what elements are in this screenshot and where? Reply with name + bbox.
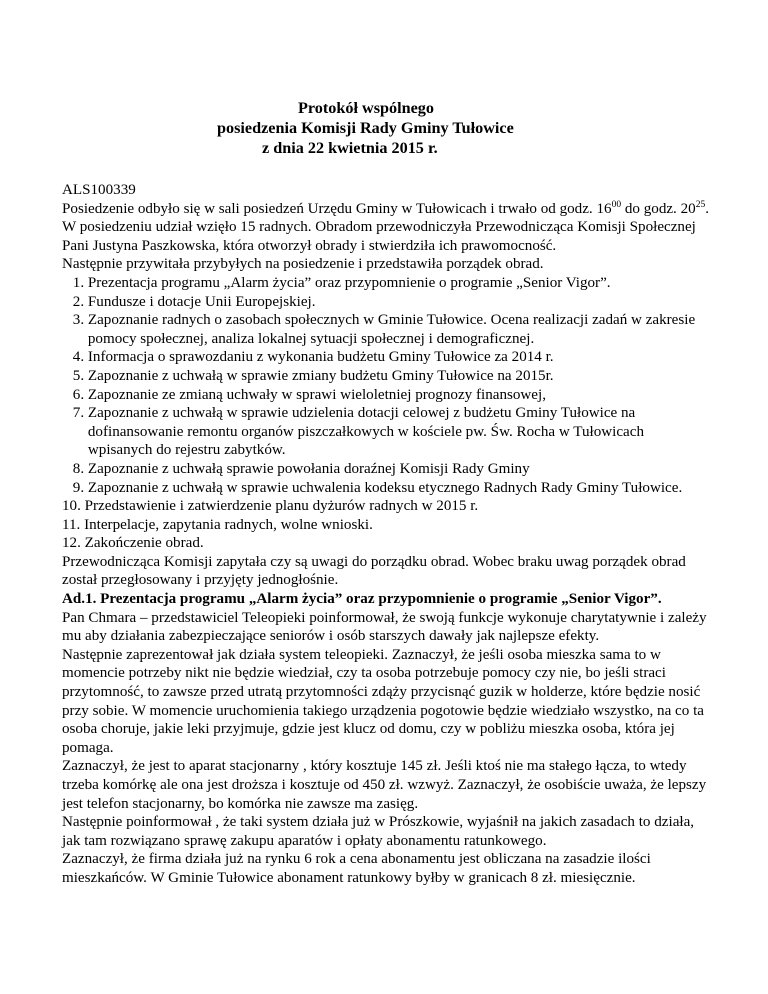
intro-text-1: Posiedzenie odbyło się w sali posiedzeń Urzędu Gminy w Tułowicach i trwało od godz. 16 — [62, 200, 612, 217]
agenda-item — [62, 348, 710, 367]
agenda-item-number: 8. — [69, 460, 88, 477]
agenda-item — [62, 516, 710, 535]
agenda-item — [62, 479, 710, 498]
agenda-item — [62, 497, 710, 516]
section-heading-ad1: Ad.1. Prezentacja programu „Alarm życia” oraz przypomnienie o programie „Senior Vigor”. — [62, 591, 662, 608]
agenda-item-number: 9. — [69, 479, 88, 496]
agenda-item-number: 4. — [69, 349, 88, 366]
agenda-item-number: 5. — [69, 367, 88, 384]
agenda-item-text: Zapoznanie radnych o zasobach społecznych w Gminie Tułowice. Ocena realizacji zadań w zakresie pomocy społecznej, analiza lokalnej sytuacji społecznej i demograficznej. — [87, 312, 696, 347]
agenda-list — [62, 274, 710, 553]
agenda-item-number: 12. — [62, 535, 85, 552]
agenda-item-text: Zapoznanie ze zmianą uchwały w sprawi wieloletniej prognozy finansowej, — [87, 386, 546, 403]
agenda-item-number: 7. — [69, 405, 88, 422]
body-paragraph: Następnie poinformował , że taki system działa już w Prószkowie, wyjaśnił na jakich zasadach to działa, jak tam rozwiązano sprawę zakupu aparatów i opłaty abonamentu ratunkowego. — [62, 814, 695, 849]
intro-paragraph — [62, 200, 710, 256]
agenda-item-text: Fundusze i dotacje Unii Europejskiej. — [87, 293, 316, 310]
agenda-item-text: Zapoznanie z uchwałą w sprawie zmiany budżetu Gminy Tułowice na 2015r. — [87, 367, 554, 384]
agenda-item-text: Prezentacja programu „Alarm życia” oraz przypomnienie o programie „Senior Vigor”. — [87, 274, 611, 291]
title-line-1: Protokół wspólnego — [298, 99, 434, 117]
agenda-item-text: Informacja o sprawozdaniu z wykonania budżetu Gminy Tułowice za 2014 r. — [87, 349, 554, 366]
end-time-minutes: 25 — [695, 199, 706, 210]
agenda-item-text: Interpelacje, zapytania radnych, wolne wnioski. — [84, 516, 373, 533]
agenda-item-text: Zakończenie obrad. — [84, 535, 204, 552]
agenda-item — [62, 460, 710, 479]
agenda-item-number: 3. — [69, 312, 88, 329]
agenda-approval-paragraph: Przewodnicząca Komisji zapytała czy są uwagi do porządku obrad. Wobec braku uwag porządek obrad został przegłosowany i przyjęty jednogłośnie. — [62, 553, 686, 589]
title-line-2: posiedzenia Komisji Rady Gminy Tułowice — [217, 119, 514, 137]
agenda-item-text: Przedstawienie i zatwierdzenie planu dyżurów radnych w 2015 r. — [84, 498, 479, 515]
body-paragraph: Pan Chmara – przedstawiciel Teleopieki poinformował, że swoją funkcje wykonuje charytatywnie i zależy mu aby działania zabezpieczające seniorów i osób starszych dawały jak najlepsze efekty. — [62, 609, 707, 645]
document-id: ALS100339 — [62, 182, 136, 198]
body-paragraph: Zaznaczył, że firma działa już na rynku 6 rok a cena abonamentu jest obliczana na zasadzie ilości mieszkańców. W Gminie Tułowice abonament ratunkowy byłby w granicach 8 zł. miesięcznie. — [62, 851, 651, 886]
agenda-item-text: Zapoznanie z uchwałą sprawie powołania doraźnej Komisji Rady Gminy — [87, 460, 530, 477]
body-paragraph: Następnie zaprezentował jak działa system teleopieki. Zaznaczył, że jeśli osoba mieszka sama to w momencie potrzeby nikt nie będzie wiedział, czy ta osoba potrzebuje pomocy czy nie, bo jeśli straci przytomność, to zawsze przed utratą przytomności zdąży przycisnąć guzik w holderze, które będzie nosić przy sobie. W momencie uruchomienia takiego urządzenia pogotowie będzie wiedziało wszystko, na co ta osoba choruje, jakie leki przyjmuje, gdzie jest klucz od domu, czy w pobliżu mieszka osoba, która jej pomaga. — [62, 646, 704, 756]
start-time-minutes: 00 — [611, 199, 622, 210]
greeting-paragraph: Następnie przywitała przybyłych na posiedzenie i przedstawiła porządek obrad. — [62, 256, 544, 273]
agenda-item — [62, 404, 710, 460]
intro-text-2: do godz. 20 — [621, 200, 696, 217]
intro-text-3: . W posiedzeniu udział wzięło 15 radnych. Obradom przewodniczyła Przewodnicząca Komisji Społecznej Pani Justyna Paszkowska, która otworzył obrady i stwierdziła ich prawomocność. — [62, 200, 709, 254]
agenda-item — [62, 367, 710, 386]
agenda-item-text: Zapoznanie z uchwałą w sprawie udzielenia dotacji celowej z budżetu Gminy Tułowice na dofinansowanie remontu organów piszczałkowych w kościele pw. Św. Rocha w Tułowicach wpisanych do rejestru zabytków. — [87, 405, 644, 459]
agenda-item-number: 11. — [62, 516, 85, 533]
agenda-item — [62, 274, 710, 293]
agenda-item-number: 10. — [62, 498, 85, 515]
agenda-item-number: 2. — [69, 293, 88, 310]
agenda-item-number: 1. — [69, 274, 88, 291]
agenda-item-number: 6. — [69, 386, 88, 403]
title-line-3: z dnia 22 kwietnia 2015 r. — [262, 139, 438, 157]
agenda-item — [62, 386, 710, 405]
agenda-item — [62, 311, 710, 348]
agenda-item — [62, 293, 710, 312]
document-title — [62, 98, 710, 158]
document-page — [62, 98, 710, 888]
body-paragraph: Zaznaczył, że jest to aparat stacjonarny , który kosztuje 145 zł. Jeśli ktoś nie ma stałego łącza, to wtedy trzeba komórkę ale ona jest droższa i kosztuje od 450 zł. wzwyż. Zaznaczył, że osobiście uważa, że lepszy jest telefon stacjonarny, bo komórka nie zawsze ma zasięg. — [62, 758, 707, 812]
spacer — [62, 158, 710, 181]
agenda-item — [62, 534, 710, 553]
agenda-item-text: Zapoznanie z uchwałą w sprawie uchwalenia kodeksu etycznego Radnych Rady Gminy Tułowice. — [87, 479, 683, 496]
